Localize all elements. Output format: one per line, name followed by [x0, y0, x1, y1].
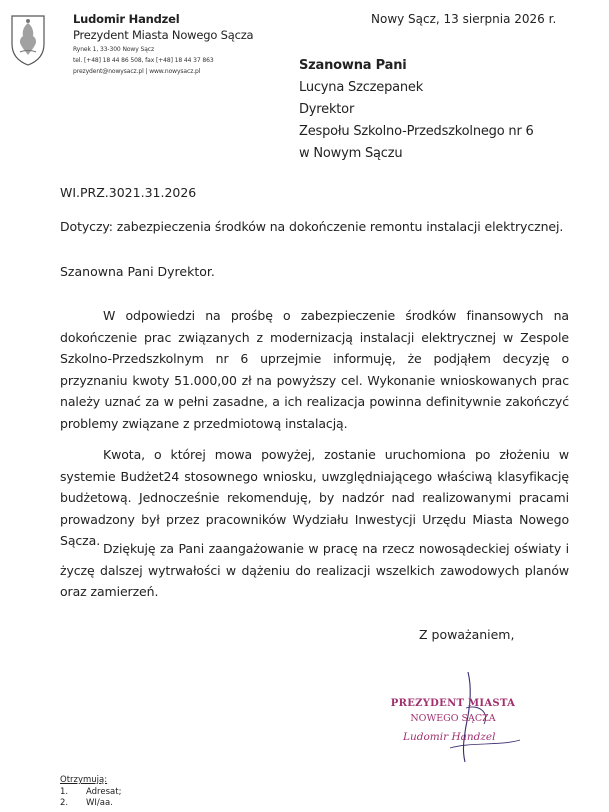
- recipient-city: w Nowym Sączu: [299, 146, 403, 161]
- stamp-name: Ludomir Handzel: [403, 731, 496, 743]
- stamp-subtitle: NOWEGO SĄCZA: [410, 713, 496, 724]
- closing: Z poważaniem,: [419, 627, 515, 642]
- subject-line: Dotyczy: zabezpieczenia środków na dokończenie remontu instalacji elektrycznej.: [60, 219, 564, 234]
- body-paragraph-2: Kwota, o której mowa powyżej, zostanie uruchomiona po złożeniu w systemie Budżet24 stosownego wniosku, uwzględniającego właściwą klasyfikację budżetową. Jednocześnie rekomenduję, by nadzór nad realizowanymi pracami prowadzony był przez pracowników Wydziału Inwestycji Urzędu Miasta Nowego Sącza.: [60, 447, 569, 548]
- recipient-institution: Zespołu Szkolno-Przedszkolnego nr 6: [299, 124, 534, 139]
- place-date: Nowy Sącz, 13 sierpnia 2026 r.: [371, 12, 557, 26]
- greeting: Szanowna Pani Dyrektor.: [60, 264, 215, 279]
- body-paragraph-1: W odpowiedzi na prośbę o zabezpieczenie środków finansowych na dokończenie prac związanych z modernizacją instalacji elektrycznej w Zespole Szkolno-Przedszkolnym nr 6 uprzejmie informuję, że podjąłem decyzję o przyznaniu kwoty 51.000,00 zł na powyższy cel. Wykonanie wnioskowanych prac należy uznać za w pełni zasadne, a ich realizacja powinna definitywnie zakończyć problemy związane z przedmiotową instalacją.: [60, 308, 569, 431]
- sender-title: Prezydent Miasta Nowego Sącza: [73, 28, 254, 42]
- sender-address: Rynek 1, 33-300 Nowy Sącz: [73, 46, 155, 53]
- sender-name: Ludomir Handzel: [73, 12, 180, 26]
- sender-contact: prezydent@nowysacz.pl | www.nowysacz.pl: [73, 68, 201, 75]
- recipient-salutation: Szanowna Pani: [299, 58, 407, 73]
- list-item: 2. WI/aa.: [60, 798, 113, 808]
- recipient-role: Dyrektor: [299, 102, 355, 117]
- recipient-name: Lucyna Szczepanek: [299, 80, 424, 95]
- recipients-list: [60, 787, 121, 809]
- coat-of-arms-icon: [10, 14, 46, 66]
- stamp-title: PREZYDENT MIASTA: [390, 698, 516, 709]
- recipients-heading: Otrzymują:: [60, 775, 108, 785]
- body-paragraph-3: Dziękuję za Pani zaangażowanie w pracę na rzecz nowosądeckiej oświaty i życzę dalszej wytrwałości w dążeniu do realizacji wszelkich zawodowych planów oraz zamierzeń.: [60, 541, 569, 599]
- reference-number: WI.PRZ.3021.31.2026: [60, 185, 197, 200]
- sender-phone: tel. [+48] 18 44 86 508, fax [+48] 18 44 37 863: [73, 57, 214, 64]
- list-item: 1. Adresat;: [60, 787, 122, 797]
